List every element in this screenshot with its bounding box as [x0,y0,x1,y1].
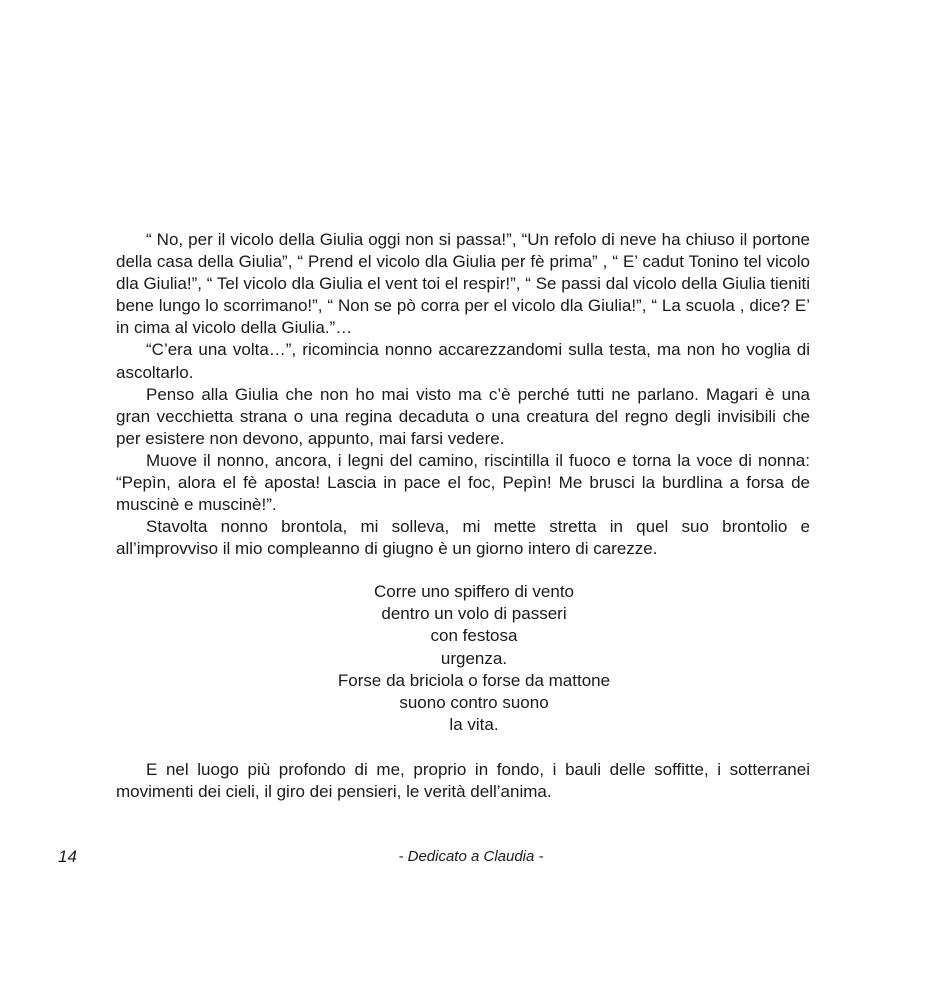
poem-line: suono contro suono [399,693,549,713]
paragraph-vicolo-voices: “ No, per il vicolo della Giulia oggi non si passa!”, “Un refolo di neve ha chiuso il portone della casa della Giulia”, “ Prend el vicolo dla Giulia per fè prima” , “ E’ cadut Tonino tel vicolo dla Giulia!”, “ Tel vicolo dla Giulia el vent toi el respir!”, “ Se passi dal vicolo della Giulia tieniti bene lungo lo scorrimano!”, “ Non se pò corra per el vicolo dla Giulia!”, “ La scuola , dice? E’ in cima al vicolo della Giulia.”… [116,230,810,338]
paragraph-penso-alla-giulia: Penso alla Giulia che non ho mai visto ma c’è perché tutti ne parlano. Magari è una gran vecchietta strana o una regina decaduta o una creatura del regno degli invisibili che per esistere non devono, appunto, mai farsi vedere. [116,384,810,448]
running-footer-title: - Dedicato a Claudia - [398,848,544,865]
poem-line: con festosa [430,626,518,646]
poem-line: urgenza. [440,648,508,668]
poem [116,581,832,736]
paragraph-stavolta-nonno: Stavolta nonno brontola, mi solleva, mi mette stretta in quel suo brontolio e all’improvviso il mio compleanno di giugno è un giorno intero di carezze. [116,517,810,559]
poem-line: Forse da briciola o forse da mattone [337,670,611,690]
closing-text [116,759,810,803]
poem-line: Corre uno spiffero di vento [373,582,575,601]
body-text [116,229,810,560]
poem-line: la vita. [449,715,499,735]
page-number: 14 [58,847,77,866]
paragraph-muove-il-nonno: Muove il nonno, ancora, i legni del camino, riscintilla il fuoco e torna la voce di nonna: “Pepìn, alora el fè aposta! Lascia in pace el foc, Pepìn! Me brusci la burdlina a forsa de muscinè e muscinè!”. [116,450,810,515]
paragraph-cera-una-volta: “C’era una volta…”, ricomincia nonno accarezzandomi sulla testa, ma non ho voglia di ascoltarlo. [116,340,810,382]
paragraph-closing: E nel luogo più profondo di me, proprio in fondo, i bauli delle soffitte, i sotterranei movimenti dei cieli, il giro dei pensieri, le verità dell’anima. [116,760,810,802]
poem-line: dentro un volo di passeri [381,604,567,624]
